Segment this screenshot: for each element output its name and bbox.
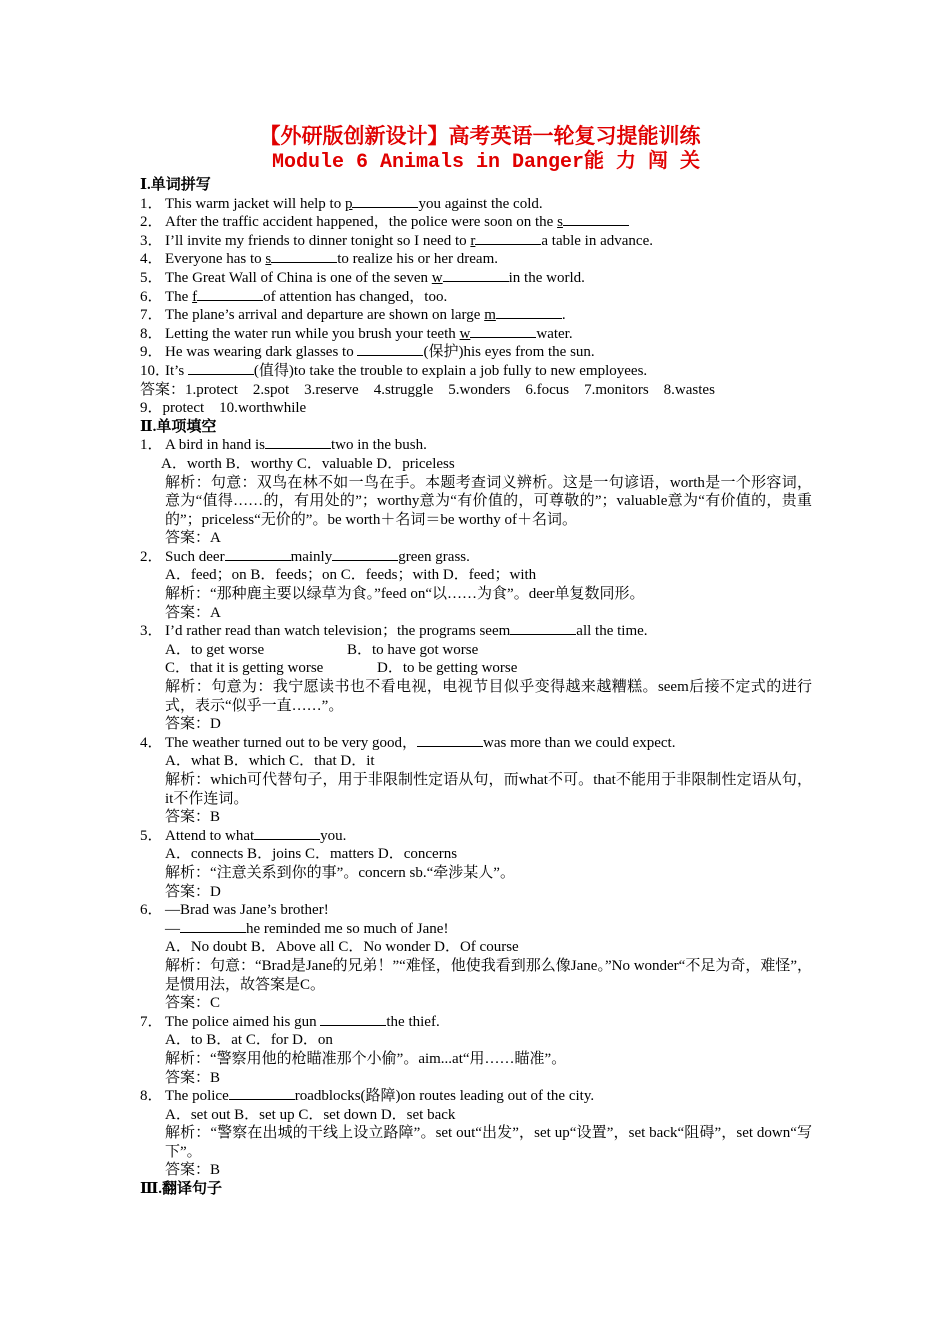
spelling-list <box>140 195 812 381</box>
item-text: (保护)his eyes from the sun. <box>423 344 595 361</box>
item-number: 9． <box>140 344 163 361</box>
item-number: 2． <box>140 214 163 231</box>
spelling-item <box>140 306 812 325</box>
spelling-item <box>140 250 812 269</box>
initial-letter: p <box>344 195 353 212</box>
section-heading-translation: Ⅲ.翻译句子 <box>140 1181 223 1198</box>
spelling-item <box>140 362 812 381</box>
item-text: The plane’s arrival and departure are shown on large <box>165 307 485 324</box>
question-stem: 5． Attend to what you. <box>140 827 347 844</box>
question-options: A．what B．which C．that D．it <box>165 753 375 770</box>
item-text: to realize his or her dream. <box>337 251 498 268</box>
answer-blank <box>265 436 331 449</box>
initial-letter: f <box>192 288 198 305</box>
initial-letter: r <box>470 232 476 249</box>
spelling-item <box>140 213 812 232</box>
question-options: A．No doubt B．Above all C．No wonder D．Of course <box>165 939 519 956</box>
answer-blank <box>225 548 291 561</box>
question-answer: 答案：B <box>165 1162 221 1179</box>
question-options: A．to B．at C．for D．on <box>165 1032 333 1049</box>
item-number: 7． <box>140 307 163 324</box>
item-text: a table in advance. <box>541 232 653 249</box>
answer-blank <box>320 1013 386 1026</box>
initial-letter: s <box>265 251 272 268</box>
initial-letter: s <box>557 214 563 231</box>
section-heading-choice: Ⅱ.单项填空 <box>140 418 217 435</box>
item-text: you against the cold. <box>418 195 543 212</box>
answer-blank <box>510 622 576 635</box>
question-answer: 答案：D <box>165 883 221 900</box>
question-answer: 答案：C <box>165 995 221 1012</box>
question-answer: 答案：B <box>165 809 221 826</box>
item-text: . <box>561 307 566 324</box>
item-text: He was wearing dark glasses to <box>165 344 358 361</box>
spelling-answer-line: 9．protect 10.worthwhile <box>140 400 307 417</box>
item-text: I’ll invite my friends to dinner tonight so I need to <box>165 232 471 249</box>
question-stem: 7． The police aimed his gun the thief. <box>140 1013 440 1030</box>
item-number: 3． <box>140 232 163 249</box>
question-options: C．that it is getting worse D．to be getting worse <box>165 660 518 677</box>
spelling-item <box>140 269 812 288</box>
question-stem: — he reminded me so much of Jane! <box>165 920 449 937</box>
spelling-answer-line: 答案：1.protect 2.spot 3.reserve 4.struggle 5.wonders 6.focus 7.monitors 8.wastes <box>140 381 715 398</box>
spelling-item <box>140 195 812 214</box>
question-options: A．connects B．joins C．matters D．concerns <box>165 846 458 863</box>
item-text: The Great Wall of China is one of the seven <box>165 269 432 286</box>
question-analysis: 解析：“警察在出城的干线上设立路障”。set out“出发”，set up“设置”，set back“阻碍”，set down“写下”。 <box>165 1125 812 1160</box>
initial-letter: w <box>459 325 471 342</box>
question-options: A．set out B．set up C．set down D．set back <box>165 1106 456 1123</box>
answer-blank <box>254 827 320 840</box>
question-analysis: 解析：“警察用他的枪瞄准那个小偷”。aim...at“用……瞄准”。 <box>165 1050 567 1067</box>
question-stem: 4． The weather turned out to be very good， was more than we could expect. <box>140 734 676 751</box>
answer-blank <box>271 250 337 263</box>
question-analysis: 解析：句意：双鸟在林不如一鸟在手。本题考查词义辨析。这是一句谚语，worth是一个形容词，意为“值得……的，有用处的”；worthy意为“有价值的，可尊敬的”；valuable意为“有价值的，贵重的”；priceless“无价的”。be worth＋名词＝be worthy of＋名词。 <box>165 474 812 528</box>
question-stem: 8． The police roadblocks(路障)on routes leading out of the city. <box>140 1088 595 1105</box>
question-analysis: 解析：句意为：我宁愿读书也不看电视，电视节目似乎变得越来越糟糕。seem后接不定式的进行式，表示“似乎一直……”。 <box>165 679 812 714</box>
question-analysis: 解析：“注意关系到你的事”。concern sb.“牵涉某人”。 <box>165 864 515 881</box>
question-stem: 3． I’d rather read than watch television；the programs seem all the time. <box>140 623 648 640</box>
item-number: 10． <box>140 362 171 379</box>
item-number: 6． <box>140 288 163 305</box>
item-text: Everyone has to <box>165 251 266 268</box>
spelling-item <box>140 232 812 251</box>
initial-letter: m <box>484 307 496 324</box>
answer-blank <box>496 306 562 319</box>
item-number: 8． <box>140 325 163 342</box>
answer-blank <box>443 269 509 282</box>
question-analysis: 解析：句意：“Brad是Jane的兄弟！”“难怪，他使我看到那么像Jane。”No wonder“不足为奇，难怪”，是惯用法，故答案是C。 <box>165 957 812 993</box>
item-text: in the world. <box>508 269 585 286</box>
doc-title: 【外研版创新设计】高考英语一轮复习提能训练 <box>259 124 701 148</box>
question-stem: 2． Such deer mainly green grass. <box>140 548 470 565</box>
answer-blank <box>352 195 418 208</box>
question-options: A．worth B．worthy C．valuable D．priceless <box>161 455 455 472</box>
question-analysis: 解析：“那种鹿主要以绿草为食。”feed on“以……为食”。deer单复数同形。 <box>165 586 645 603</box>
item-text: of attention has changed，too. <box>263 288 448 305</box>
answer-blank <box>197 288 263 301</box>
question-answer: 答案：B <box>165 1069 221 1086</box>
section-heading-spelling: Ⅰ.单词拼写 <box>140 177 211 193</box>
answer-blank <box>475 232 541 245</box>
spelling-item <box>140 325 812 344</box>
initial-letter: w <box>431 269 443 286</box>
question-analysis: 解析：which可代替句子，用于非限制性定语从句，而what不可。that不能用于非限制性定语从句，it不作连词。 <box>165 772 812 807</box>
answer-blank <box>563 213 629 226</box>
answer-blank <box>470 325 536 338</box>
question-stem: 1． A bird in hand is two in the bush. <box>140 437 427 454</box>
spelling-item <box>140 288 812 307</box>
item-text: This warm jacket will help to <box>165 195 345 212</box>
item-text: water. <box>536 325 573 342</box>
question-answer: 答案：A <box>165 530 221 547</box>
question-stem: 6． —Brad was Jane’s brother! <box>140 902 329 919</box>
spelling-item <box>140 343 812 362</box>
question-options: A．feed；on B．feeds；on C．feeds；with D．feed；with <box>165 567 537 584</box>
document-page <box>140 122 812 1199</box>
answer-blank <box>180 920 246 933</box>
item-number: 1． <box>140 195 163 212</box>
item-text: The <box>165 288 193 305</box>
question-answer: 答案：A <box>165 604 221 621</box>
answer-blank <box>332 548 398 561</box>
item-text: After the traffic accident happened，the police were soon on the <box>165 214 558 231</box>
answer-blank <box>229 1087 295 1100</box>
answer-blank <box>417 734 483 747</box>
answer-blank <box>188 362 254 375</box>
item-text: Letting the water run while you brush your teeth <box>165 325 460 342</box>
item-text: It’s <box>165 362 188 379</box>
doc-subtitle: Module 6 Animals in Danger能 力 闯 关 <box>271 151 701 174</box>
item-text: (值得)to take the trouble to explain a job fully to new employees. <box>253 362 648 379</box>
item-number: 4． <box>140 251 163 268</box>
question-answer: 答案：D <box>165 716 221 733</box>
item-number: 5． <box>140 269 163 286</box>
answer-blank <box>357 343 423 356</box>
question-options: A．to get worse B．to have got worse <box>165 641 479 658</box>
